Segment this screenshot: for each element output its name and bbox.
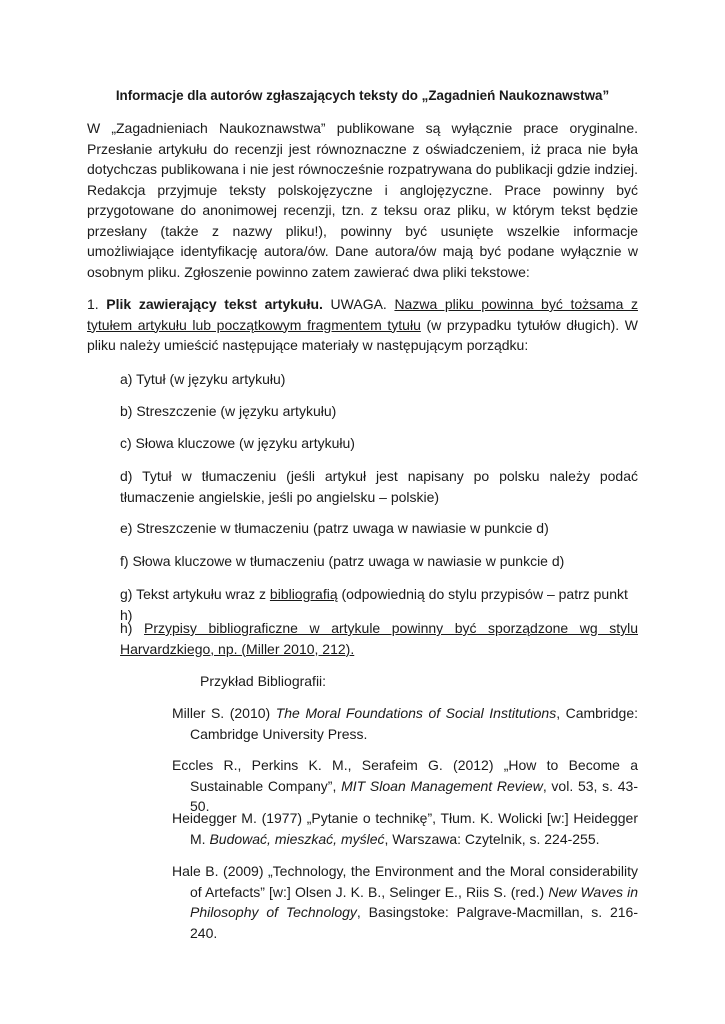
- reference-hale-title: New Waves in Philosophy of Technology: [190, 883, 639, 920]
- reference-hale: [172, 861, 638, 943]
- reference-hale-publisher: , Basingstoke: Palgrave-Macmillan, s. 216-240.: [190, 904, 638, 941]
- reference-heidegger-title: Budować, mieszkać, myśleć: [209, 830, 385, 847]
- list-item-f: f) Słowa kluczowe w tłumaczeniu (patrz uwaga w nawiasie w punkcie d): [120, 553, 565, 569]
- reference-hale-author: Hale B. (2009) „Technology, the Environment and the Moral considerability of Artefacts” [w:] Olsen J. K. B., Selinger E., Riis S. (red.): [172, 863, 638, 900]
- reference-heidegger: [172, 808, 638, 849]
- list-item-h-underlined: Przypisy bibliograficzne w artykule powinny być sporządzone wg stylu Harvardzkiego, np. (Miller 2010, 212).: [120, 620, 639, 657]
- reference-miller-author: Miller S. (2010): [172, 705, 276, 721]
- reference-eccles-journal: MIT Sloan Management Review: [341, 777, 543, 794]
- reference-miller: [172, 703, 638, 744]
- reference-eccles-author: Eccles R., Perkins K. M., Serafeim G. (2012) „How to Become a Sustainable Company”,: [172, 757, 638, 794]
- point-1-number: 1.: [87, 296, 107, 312]
- reference-heidegger-publisher: , Warszawa: Czytelnik, s. 224-255.: [384, 830, 600, 847]
- point-1-filename-rule: Nazwa pliku powinna być tożsama z tytułem artykułu lub początkowym fragmentem tytułu: [87, 296, 638, 333]
- reference-eccles-details: , vol. 53, s. 43-50.: [190, 777, 638, 814]
- list-item-a: a) Tytuł (w języku artykułu): [120, 371, 286, 387]
- point-1-heading: Plik zawierający tekst artykułu.: [106, 296, 323, 312]
- reference-miller-title: The Moral Foundations of Social Institutions: [275, 705, 557, 721]
- point-1-paragraph: [87, 294, 638, 356]
- bibliography-example-title: Przykład Bibliografii:: [200, 673, 327, 689]
- point-1-warning: UWAGA.: [322, 296, 395, 312]
- list-item-h-label: h): [120, 620, 145, 636]
- list-item-g-underlined: bibliografią: [269, 586, 338, 602]
- list-item-e: e) Streszczenie w tłumaczeniu (patrz uwaga w nawiasie w punkcie d): [120, 520, 549, 536]
- point-1-rest: (w przypadku tytułów długich). W pliku należy umieścić następujące materiały w następującym porządku:: [87, 316, 638, 353]
- list-item-g-text: g) Tekst artykułu wraz z: [120, 586, 270, 602]
- list-item-g-rest: (odpowiednią do stylu przypisów – patrz punkt h): [120, 586, 628, 623]
- list-item-c: c) Słowa kluczowe (w języku artykułu): [120, 435, 355, 451]
- list-item-b: b) Streszczenie (w języku artykułu): [120, 403, 337, 419]
- intro-paragraph: W „Zagadnieniach Naukoznawstwa” publikowane są wyłącznie prace oryginalne. Przesłanie artykułu do recenzji jest równoznaczne z oświadczeniem, iż praca nie była dotychczas publikowana i nie jest równocześnie rozpatrywana do publikacji gdzie indziej. Redakcja przyjmuje teksty polskojęzyczne i anglojęzyczne. Prace powinny być przygotowane do anonimowej recenzji, tzn. z teksu oraz pliku, w którym tekst będzie przesłany (także z nazwy pliku!), powinny być usunięte wszelkie informacje umożliwiające identyfikację autora/ów. Dane autora/ów mają być podane wyłącznie w osobnym pliku. Zgłoszenie powinno zatem zawierać dwa pliki tekstowe:: [87, 120, 638, 280]
- reference-miller-publisher: , Cambridge: Cambridge University Press.: [190, 705, 638, 742]
- document-title: Informacje dla autorów zgłaszających teksty do „Zagadnień Naukoznawstwa”: [115, 88, 610, 103]
- list-item-d: d) Tytuł w tłumaczeniu (jeśli artykuł jest napisany po polsku należy podać tłumaczenie angielskie, jeśli po angielsku – polskie): [120, 468, 638, 505]
- reference-heidegger-author: Heidegger M. (1977) „Pytanie o technikę”, Tłum. K. Wolicki [w:] Heidegger M.: [172, 810, 638, 847]
- list-item-h: [120, 618, 638, 659]
